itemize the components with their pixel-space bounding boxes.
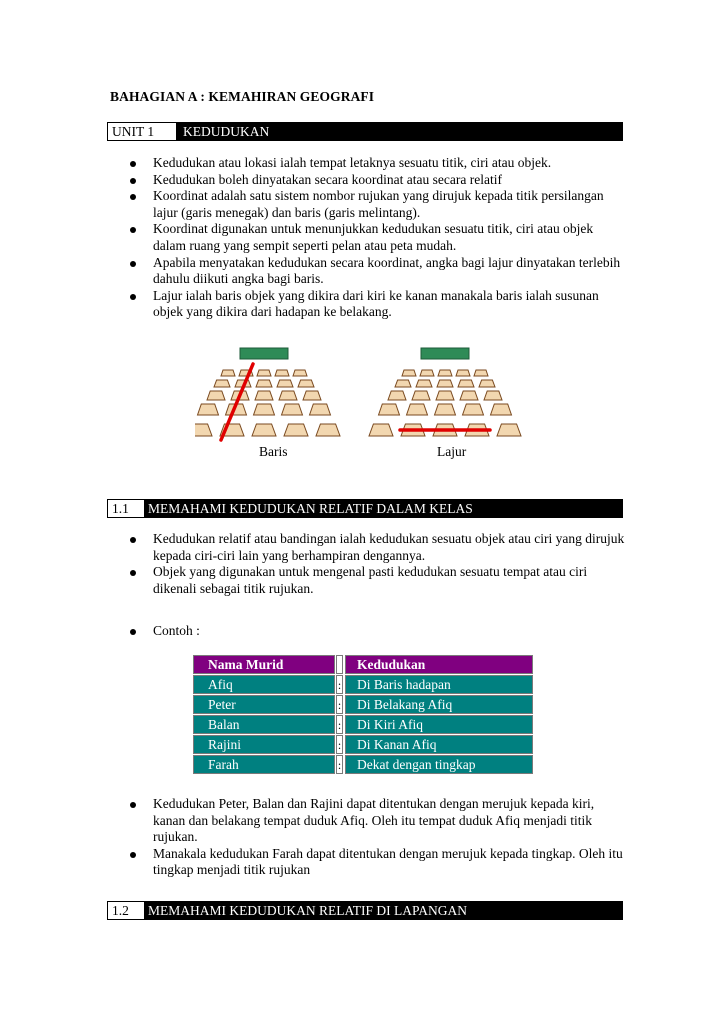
desk	[195, 424, 212, 436]
list-item: Kedudukan relatif atau bandingan ialah kedudukan sesuatu objek atau ciri yang dirujuk kepada ciri-ciri lain yang berhampiran dengannya.	[128, 531, 628, 564]
desk	[436, 391, 454, 400]
desk	[207, 391, 225, 400]
list-item: Objek yang digunakan untuk mengenal pasti kedudukan sesuatu tempat atau ciri dikenali sebagai titik rujukan.	[128, 564, 628, 597]
desk	[460, 391, 478, 400]
name-cell: Farah	[193, 755, 335, 774]
desk	[484, 391, 502, 400]
name-cell: Balan	[193, 715, 335, 734]
desk	[282, 404, 303, 415]
desk	[412, 391, 430, 400]
unit-header-bar	[107, 122, 623, 141]
desk	[497, 424, 521, 436]
position-cell: Di Kanan Afiq	[345, 735, 533, 754]
position-cell: Di Belakang Afiq	[345, 695, 533, 714]
student-position-table	[193, 655, 533, 775]
desk	[257, 370, 271, 376]
sep-cell: :	[336, 755, 343, 774]
desk	[420, 370, 434, 376]
desk	[214, 380, 230, 387]
list-item: Kedudukan boleh dinyatakan secara koordinat atau secara relatif	[128, 172, 628, 189]
section-1-2-bar	[107, 901, 623, 920]
section-1-1-bar	[107, 499, 623, 518]
header-position-cell: Kedudukan	[345, 655, 533, 674]
sep-cell: :	[336, 695, 343, 714]
list-item: Koordinat digunakan untuk menunjukkan kedudukan sesuatu titik, ciri atau objek dalam ruang yang sempit seperti pelan atau peta mudah.	[128, 221, 628, 254]
desk	[284, 424, 308, 436]
desk	[479, 380, 495, 387]
list-item: Lajur ialah baris objek yang dikira dari kiri ke kanan manakala baris ialah susunan objek yang dikira dari hadapan ke belakang.	[128, 288, 628, 321]
desk	[252, 424, 276, 436]
desk	[256, 380, 272, 387]
desk	[458, 380, 474, 387]
desk	[310, 404, 331, 415]
list-item: Kedudukan Peter, Balan dan Rajini dapat ditentukan dengan merujuk kepada kiri, kanan dan belakang tempat duduk Afiq. Oleh itu tempat duduk Afiq menjadi titik rujukan.	[128, 796, 628, 846]
unit-code: UNIT 1	[108, 123, 176, 140]
classroom-diagram	[195, 342, 535, 446]
table-row	[193, 755, 533, 774]
desk	[456, 370, 470, 376]
desk	[438, 370, 452, 376]
section-1-2-code: 1.2	[108, 902, 144, 919]
desk	[395, 380, 411, 387]
section-1-1-code: 1.1	[108, 500, 144, 517]
blackboard	[240, 348, 288, 359]
desk	[279, 391, 297, 400]
unit-title: KEDUDUKAN	[183, 124, 270, 139]
table-row	[193, 715, 533, 734]
position-cell: Dekat dengan tingkap	[345, 755, 533, 774]
desk	[277, 380, 293, 387]
table-row	[193, 675, 533, 694]
section-1-1-bullet-list	[128, 531, 628, 597]
desk	[275, 370, 289, 376]
classroom-lajur-figure	[369, 348, 521, 436]
name-cell: Peter	[193, 695, 335, 714]
desk	[316, 424, 340, 436]
section-1-1-title: MEMAHAMI KEDUDUKAN RELATIF DALAM KELAS	[148, 501, 473, 516]
position-cell: Di Baris hadapan	[345, 675, 533, 694]
desk	[369, 424, 393, 436]
desk	[198, 404, 219, 415]
figure-label-lajur: Lajur	[437, 444, 467, 459]
sep-cell: :	[336, 675, 343, 694]
after-table-bullet-list	[128, 796, 628, 879]
part-title: BAHAGIAN A : KEMAHIRAN GEOGRAFI	[110, 89, 375, 104]
desk	[221, 370, 235, 376]
desk	[402, 370, 416, 376]
header-sep-cell	[336, 655, 343, 674]
header-name-cell: Nama Murid	[193, 655, 335, 674]
desk	[491, 404, 512, 415]
sep-cell: :	[336, 715, 343, 734]
example-label: Contoh :	[128, 623, 628, 640]
section-1-2-title: MEMAHAMI KEDUDUKAN RELATIF DI LAPANGAN	[148, 903, 467, 918]
desk	[437, 380, 453, 387]
unit-bullet-list	[128, 155, 628, 321]
classroom-baris-figure	[195, 348, 340, 440]
desk	[254, 404, 275, 415]
desk	[463, 404, 484, 415]
position-cell: Di Kiri Afiq	[345, 715, 533, 734]
table-row	[193, 695, 533, 714]
name-cell: Rajini	[193, 735, 335, 754]
desk	[435, 404, 456, 415]
desk	[388, 391, 406, 400]
desk	[416, 380, 432, 387]
desk	[303, 391, 321, 400]
figure-label-baris: Baris	[259, 444, 288, 459]
desk	[298, 380, 314, 387]
desk	[379, 404, 400, 415]
example-list	[128, 623, 628, 640]
desk	[474, 370, 488, 376]
desk	[293, 370, 307, 376]
desk	[407, 404, 428, 415]
table-header-row	[193, 655, 533, 674]
blackboard	[421, 348, 469, 359]
list-item: Koordinat adalah satu sistem nombor rujukan yang dirujuk kepada titik persilangan lajur (garis menegak) dan baris (garis melintang).	[128, 188, 628, 221]
name-cell: Afiq	[193, 675, 335, 694]
desk	[255, 391, 273, 400]
list-item: Kedudukan atau lokasi ialah tempat letaknya sesuatu titik, ciri atau objek.	[128, 155, 628, 172]
sep-cell: :	[336, 735, 343, 754]
table-row	[193, 735, 533, 754]
list-item: Apabila menyatakan kedudukan secara koordinat, angka bagi lajur dinyatakan terlebih dahulu diikuti angka bagi baris.	[128, 255, 628, 288]
list-item: Manakala kedudukan Farah dapat ditentukan dengan merujuk kepada tingkap. Oleh itu tingkap menjadi titik rujukan	[128, 846, 628, 879]
